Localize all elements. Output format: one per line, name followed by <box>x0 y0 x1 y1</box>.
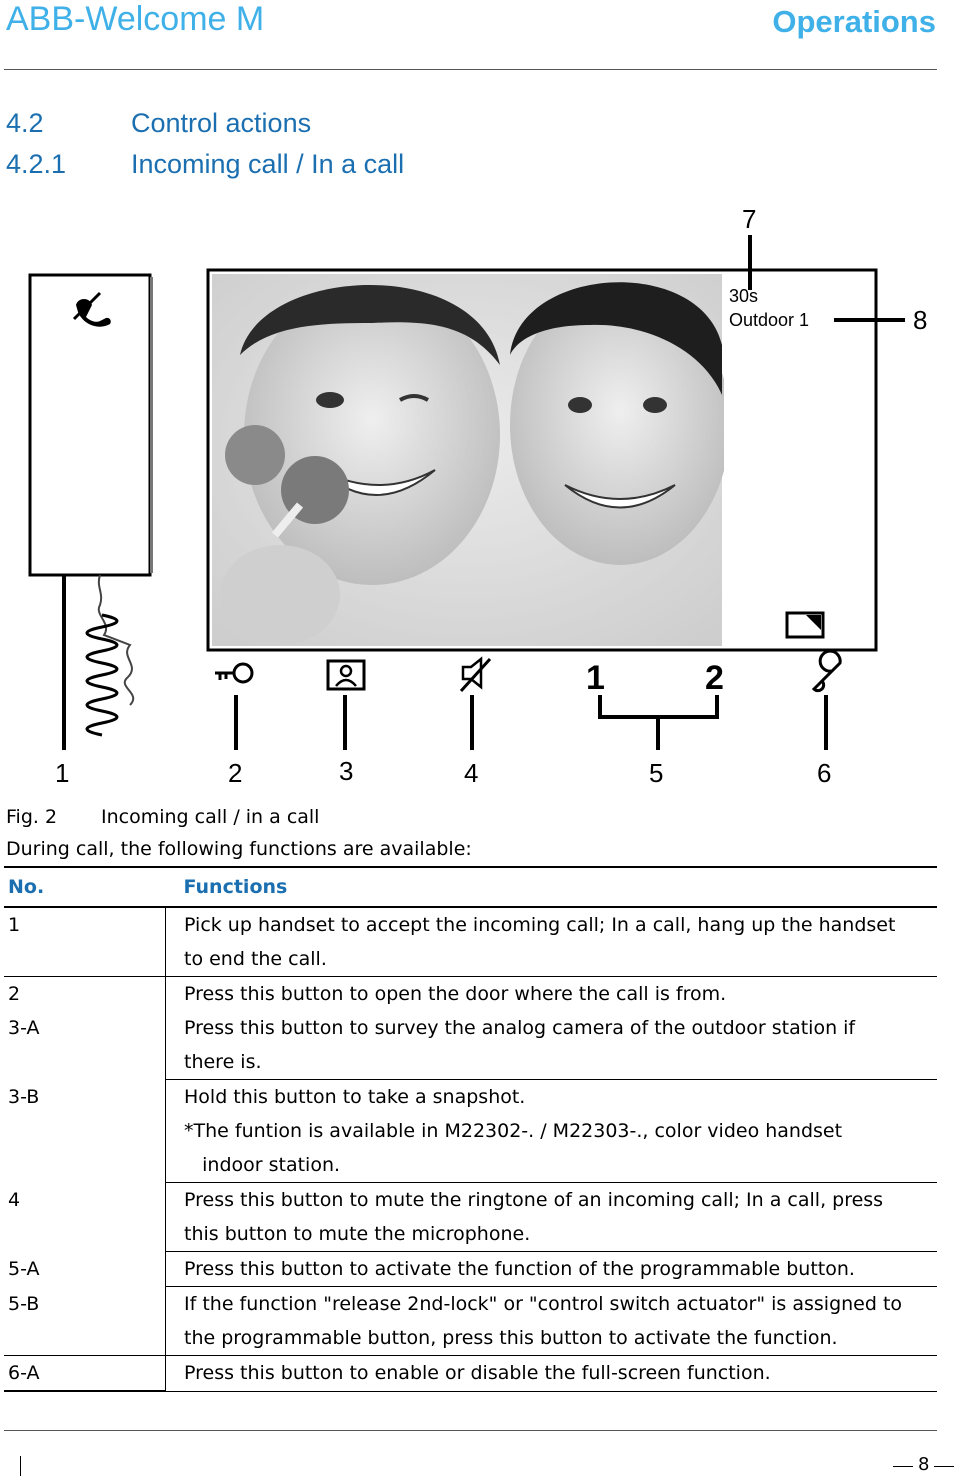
callout-5: 5 <box>649 758 664 788</box>
callout-1: 1 <box>55 758 70 788</box>
screen-overlay <box>724 274 872 646</box>
figure-caption-label: Fig. 2 <box>6 806 58 828</box>
key-icon[interactable] <box>215 664 252 682</box>
handset-coil-cord <box>87 615 117 735</box>
row-function: Press this button to enable or disable the full-screen function. <box>166 1356 938 1392</box>
page-number: 8 <box>918 1454 930 1475</box>
row-function: Press this button to survey the analog camera of the outdoor station if there is. <box>166 1011 938 1080</box>
callout-7: 7 <box>742 204 757 234</box>
table-row <box>4 1183 937 1252</box>
row-function: Pick up handset to accept the incoming call; In a call, hang up the handset to end the call. <box>166 907 938 977</box>
video-image <box>212 274 730 646</box>
table-row <box>4 977 937 1012</box>
row-no: 6-A <box>4 1356 166 1392</box>
header-no: No. <box>4 867 166 907</box>
handset <box>30 275 153 705</box>
callout-4: 4 <box>464 758 479 788</box>
header-right-title: Operations <box>772 4 936 39</box>
functions-table <box>4 866 937 1392</box>
callout-8: 8 <box>913 305 928 335</box>
row-no: 1 <box>4 907 166 977</box>
table-row <box>4 1080 937 1183</box>
row-no: 5-B <box>4 1287 166 1356</box>
table-row <box>4 907 937 977</box>
section-title: Control actions <box>131 108 312 138</box>
camera-icon[interactable] <box>328 661 364 689</box>
row-function: If the function "release 2nd-lock" or "control switch actuator" is assigned to the programmable button, press this button to activate the function. <box>166 1287 938 1356</box>
footer-rule <box>4 1430 937 1431</box>
subsection-title: Incoming call / In a call <box>131 149 405 179</box>
table-row <box>4 1287 937 1356</box>
header-functions: Functions <box>166 867 938 907</box>
fullscreen-icon[interactable] <box>787 613 823 637</box>
screen-timer: 30s <box>729 286 759 306</box>
section-number: 4.2 <box>6 108 44 138</box>
footer-dash-right <box>934 1466 954 1467</box>
figure-indoor-station <box>0 195 960 795</box>
callout-line-5 <box>600 695 717 750</box>
row-function: Press this button to open the door where the call is from. <box>184 983 727 1005</box>
row-function: Press this button to mute the ringtone of an incoming call; In a call, press this button to mute the microphone. <box>166 1183 938 1252</box>
programmable-button-1[interactable]: 1 <box>586 659 605 697</box>
header-left-title: ABB-Welcome M <box>6 0 265 38</box>
figure-caption-text: Incoming call / in a call <box>101 806 320 828</box>
callout-2: 2 <box>228 758 243 788</box>
table-row <box>4 1252 937 1287</box>
subsection-number: 4.2.1 <box>6 149 67 179</box>
table-row <box>4 1011 937 1080</box>
footer-left-mark <box>20 1456 21 1476</box>
row-function: Hold this button to take a snapshot. *The funtion is available in M22302-. / M22303-., color video handset indoor station. <box>166 1080 938 1183</box>
intro-text: During call, the following functions are available: <box>6 838 472 860</box>
screen-source: Outdoor 1 <box>729 310 810 330</box>
mute-icon[interactable] <box>461 659 490 691</box>
row-no: 4 <box>4 1183 166 1252</box>
table-row <box>4 1356 937 1392</box>
row-no: 3-B <box>4 1080 166 1183</box>
footer-dash-left <box>893 1466 913 1467</box>
programmable-button-2[interactable]: 2 <box>705 659 724 697</box>
callout-3: 3 <box>339 756 354 786</box>
row-no: 5-A <box>4 1252 166 1287</box>
row-function: Press this button to activate the function of the programmable button. <box>166 1252 938 1287</box>
row-no: 3-A <box>4 1011 166 1080</box>
row-no: 2 <box>4 977 166 1012</box>
callout-6: 6 <box>817 758 832 788</box>
wrench-icon[interactable] <box>814 651 840 690</box>
header-rule <box>4 69 937 70</box>
